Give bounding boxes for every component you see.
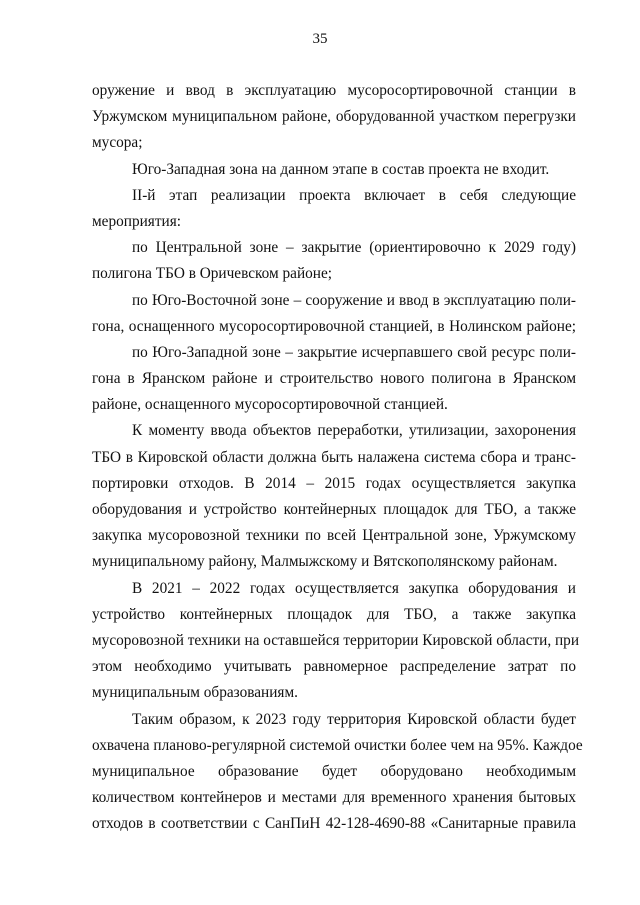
text-line: полигона ТБО в Оричевском районе;: [92, 265, 333, 283]
text-line: устройство контейнерных площадок для ТБО, а также закупка: [92, 605, 576, 623]
text-line: Таким образом, к 2023 году территория Кировской области будет: [132, 710, 576, 728]
text-line: ТБО в Кировской области должна быть налажена система сбора и транс-: [92, 448, 576, 466]
text-line: муниципальному району, Малмыжскому и Вятскополянскому районам.: [92, 553, 558, 571]
text-line: отходов в соответствии с СанПиН 42-128-4690-88 «Санитарные правила: [92, 815, 576, 833]
text-line: оружение и ввод в эксплуатацию мусоросортировочной станции в: [92, 82, 576, 99]
text-line: В 2021 – 2022 годах осуществляется закупка оборудования и: [132, 579, 576, 597]
text-line: II-й этап реализации проекта включает в себя следующие: [132, 186, 576, 204]
text-line: по Юго-Восточной зоне – сооружение и ввод в эксплуатацию поли-: [132, 291, 576, 309]
text-line: Юго-Западная зона на данном этапе в состав проекта не входит.: [132, 160, 550, 178]
text-line: оборудования и устройство контейнерных площадок для ТБО, а также: [92, 501, 576, 518]
text-line: количеством контейнеров и местами для временного хранения бытовых: [92, 789, 576, 807]
text-line: по Юго-Западной зоне – закрытие исчерпавшего свой ресурс поли-: [132, 343, 576, 361]
text-line: мусоровозной техники на оставшейся территории Кировской области, при: [92, 631, 580, 649]
text-line: мусора;: [92, 134, 143, 152]
text-line: районе, оснащенного мусоросортировочной станцией.: [92, 396, 448, 414]
text-line: муниципальным образованиям.: [92, 684, 298, 702]
text-line: портировки отходов. В 2014 – 2015 годах осуществляется закупка: [92, 474, 576, 492]
text-line: закупка мусоровозной техники по всей Центральной зоне, Уржумскому: [92, 527, 576, 545]
text-line: по Центральной зоне – закрытие (ориентировочно к 2029 году): [132, 239, 576, 257]
page-number: 35: [312, 31, 328, 47]
text-line: муниципальное образование будет оборудовано необходимым: [92, 762, 576, 780]
text-line: Уржумском муниципальном районе, оборудованной участком перегрузки: [92, 108, 576, 126]
text-line: К моменту ввода объектов переработки, утилизации, захоронения: [132, 422, 576, 440]
text-line: этом необходимо учитывать равномерное распределение затрат по: [92, 658, 576, 676]
body-text: [92, 78, 583, 837]
text-line: охвачена планово-регулярной системой очистки более чем на 95%. Каждое: [92, 736, 583, 754]
text-line: гона в Яранском районе и строительство нового полигона в Яранском: [92, 370, 576, 388]
text-line: мероприятия:: [92, 212, 181, 230]
text-line: гона, оснащенного мусоросортировочной станцией, в Нолинском районе;: [92, 317, 576, 335]
